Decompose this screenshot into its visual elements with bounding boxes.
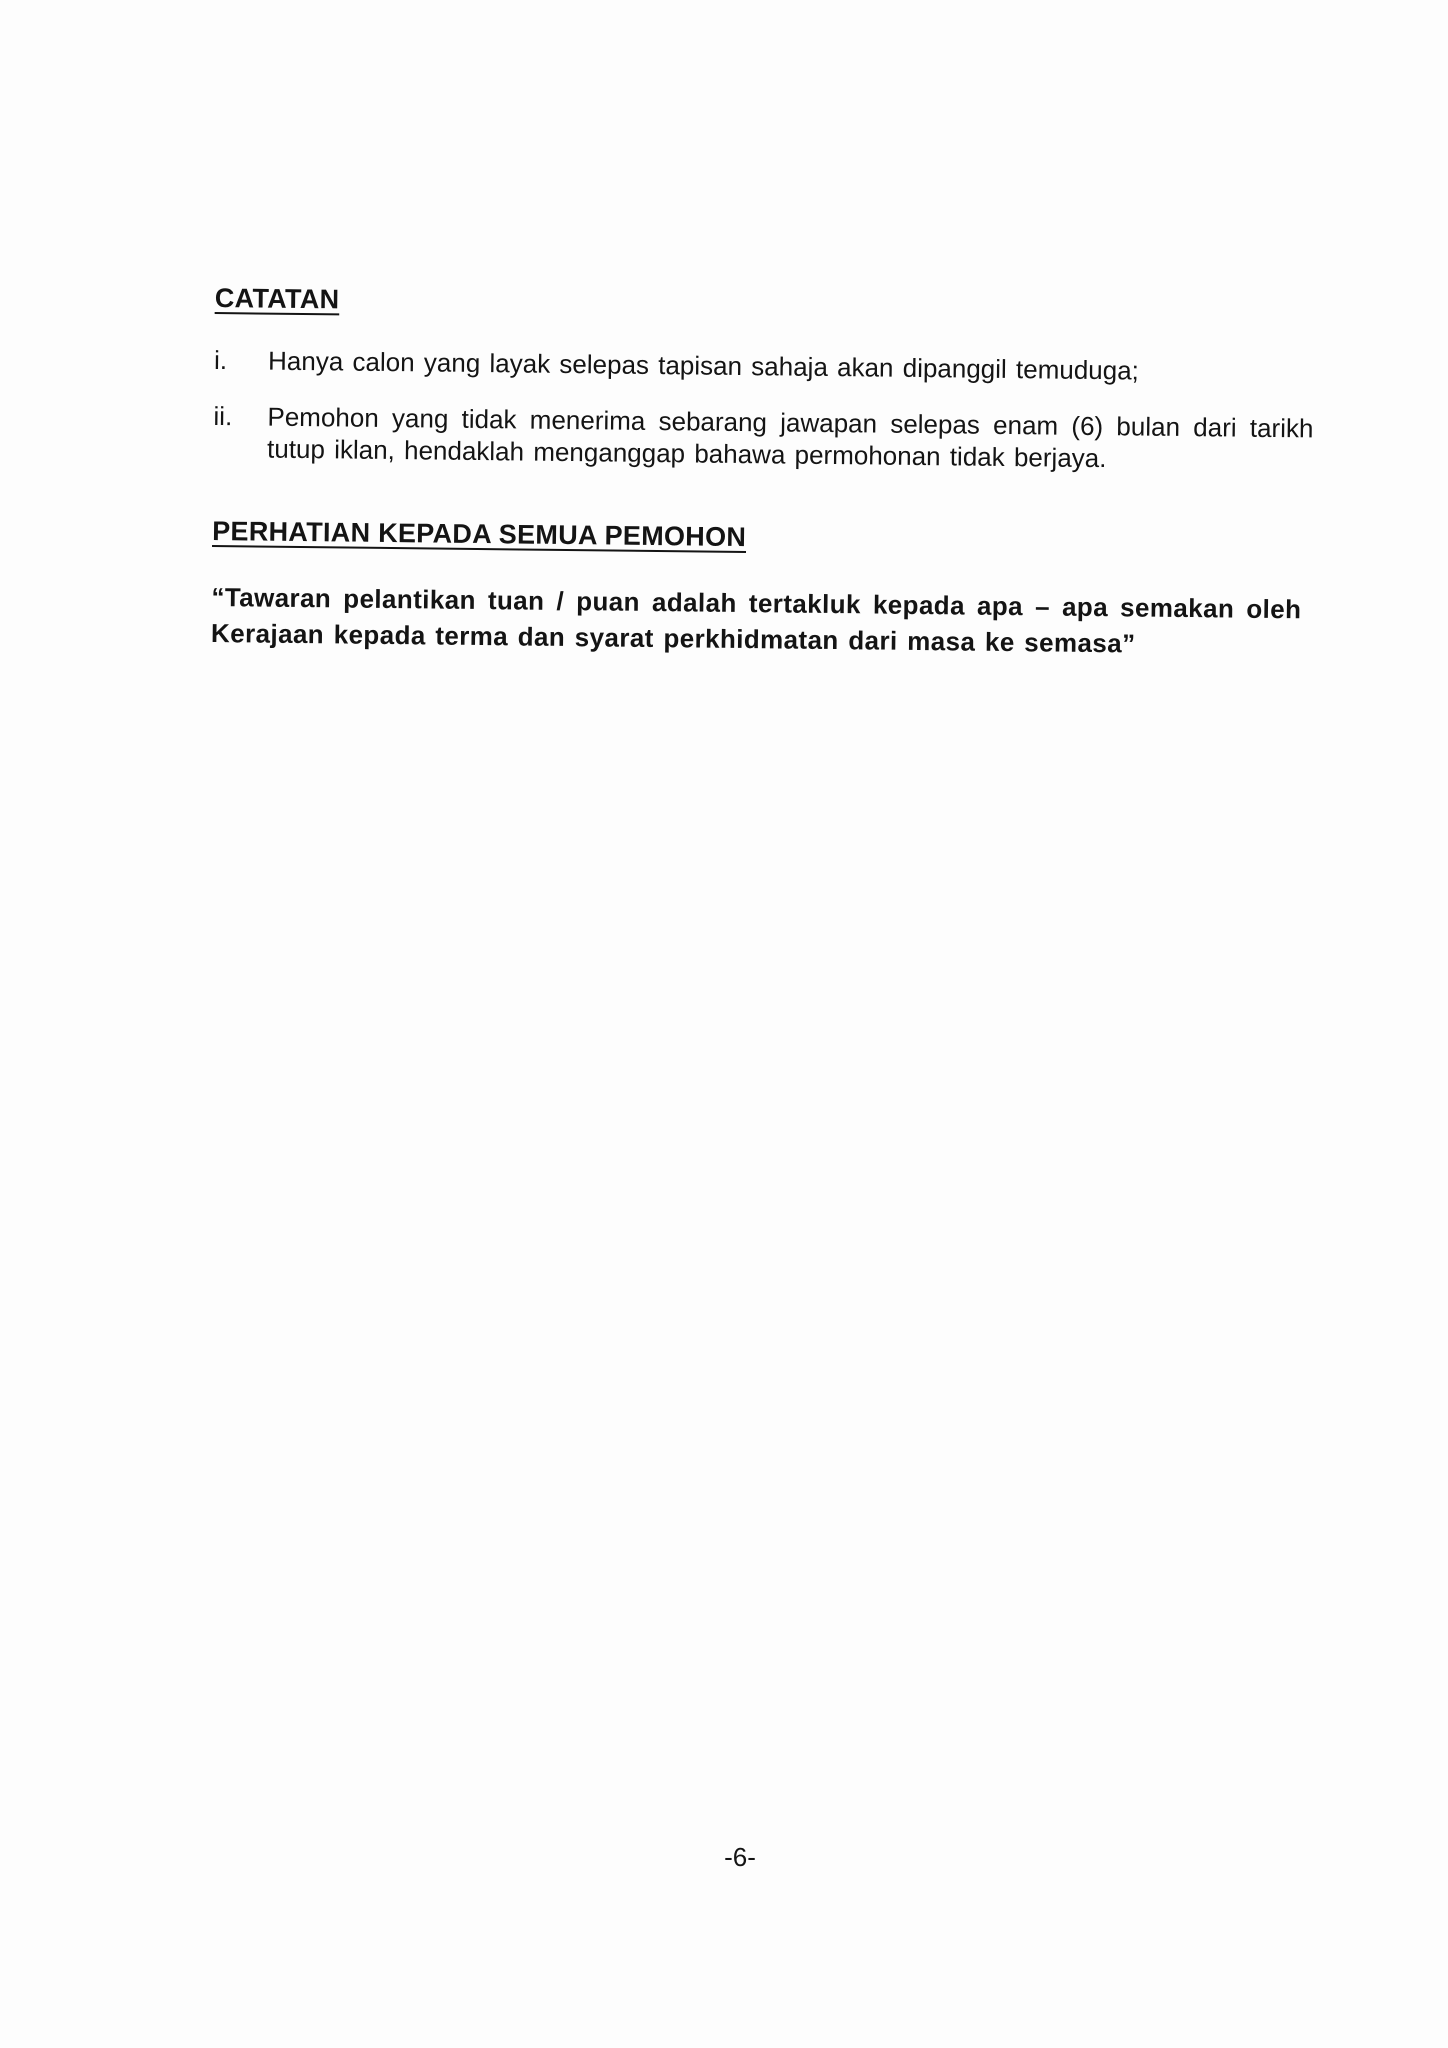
list-item-number: i.: [213, 344, 228, 376]
notice-paragraph: “Tawaran pelantikan tuan / puan adalah tertakluk kepada apa – apa semakan oleh Kerajaan kepada terma dan syarat perkhidmatan dari masa ke semasa”: [210, 581, 1302, 659]
perhatian-heading: PERHATIAN KEPADA SEMUA PEMOHON: [212, 515, 747, 553]
list-item-text: Hanya calon yang layak selepas tapisan sahaja akan dipanggil temuduga;: [267, 345, 1140, 386]
list-item: [214, 344, 1314, 388]
page-number: -6-: [724, 1842, 756, 1872]
list-item: [213, 400, 1314, 476]
list-item-number: ii.: [213, 400, 233, 432]
list-item-text: Pemohon yang tidak menerima sebarang jawapan selepas enam (6) bulan dari tarikh tutup iklan, hendaklah menganggap bahawa permohonan tidak berjaya.: [266, 401, 1314, 474]
catatan-list: [213, 344, 1314, 476]
catatan-heading: CATATAN: [214, 283, 340, 315]
page-content: [211, 283, 1315, 663]
